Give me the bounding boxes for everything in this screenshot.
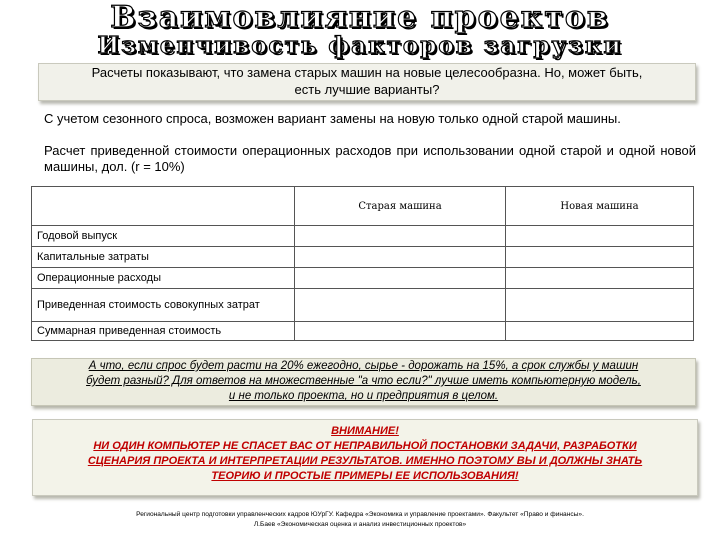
table-header-old-machine: Старая машина xyxy=(295,187,506,226)
row-label-total-present-value: Суммарная приведенная стоимость xyxy=(32,322,295,341)
what-if-box xyxy=(31,358,696,406)
cost-table xyxy=(31,186,694,341)
intro-line-1: Расчеты показывают, что замена старых машин на новые целесообразна. Но, может быть, xyxy=(91,65,643,80)
warning-line-3: ТЕОРИЮ И ПРОСТЫЕ ПРИМЕРЫ ЕЕ ИСПОЛЬЗОВАНИЯ! xyxy=(211,470,519,482)
footer xyxy=(0,510,720,530)
table-cell xyxy=(506,226,694,247)
warning-line-2: СЦЕНАРИЯ ПРОЕКТА И ИНТЕРПРЕТАЦИИ РЕЗУЛЬТАТОВ. ИМЕННО ПОЭТОМУ ВЫ И ДОЛЖНЫ ЗНАТЬ xyxy=(87,455,643,467)
what-if-line-2: будет разный? Для ответов на множественные "а что если?" лучше иметь компьютерную модель, xyxy=(86,375,641,387)
table-header-new-machine: Новая машина xyxy=(506,187,694,226)
footer-line-2: Л.Баев «Экономическая оценка и анализ инвестиционных проектов» xyxy=(253,521,467,528)
table-row xyxy=(32,289,694,322)
row-label-capital-costs: Капитальные затраты xyxy=(32,247,295,268)
what-if-line-3: и не только проекта, но и предприятия в целом. xyxy=(228,390,499,402)
table-cell xyxy=(295,226,506,247)
intro-box xyxy=(38,63,696,101)
footer-line-1: Региональный центр подготовки управленческих кадров ЮУрГУ. Кафедра «Экономика и управление проектами». Факультет «Право и финансы». xyxy=(136,511,584,518)
table-header-row xyxy=(32,187,694,226)
table-cell xyxy=(295,289,506,322)
table-row xyxy=(32,247,694,268)
table-cell xyxy=(506,289,694,322)
table-cell xyxy=(295,322,506,341)
table-cell xyxy=(506,268,694,289)
table-row xyxy=(32,322,694,341)
what-if-line-1: А что, если спрос будет расти на 20% ежегодно, сырье - дорожать на 15%, а срок службы у машин xyxy=(88,360,639,372)
table-cell xyxy=(295,268,506,289)
table-row xyxy=(32,226,694,247)
row-label-annual-output: Годовой выпуск xyxy=(32,226,295,247)
table-cell xyxy=(506,322,694,341)
warning-box xyxy=(32,419,698,496)
table-row xyxy=(32,268,694,289)
slide-title: Взаимовлияние проектов xyxy=(110,0,610,35)
slide-subtitle: Изменчивость факторов загрузки xyxy=(97,32,623,59)
warning-line-1: НИ ОДИН КОМПЬЮТЕР НЕ СПАСЕТ ВАС ОТ НЕПРАВИЛЬНОЙ ПОСТАНОВКИ ЗАДАЧИ, РАЗРАБОТКИ xyxy=(93,440,637,452)
intro-line-2: есть лучшие варианты? xyxy=(294,82,440,97)
paragraph-calculation: Расчет приведенной стоимости операционных расходов при использовании одной старой и одной новой машины, дол. (r = 10%) xyxy=(44,143,696,174)
row-label-present-value-total: Приведенная стоимость совокупных затрат xyxy=(32,289,295,322)
row-label-operating-costs: Операционные расходы xyxy=(32,268,295,289)
table-cell xyxy=(506,247,694,268)
table-cell xyxy=(295,247,506,268)
paragraph-seasonal-demand: С учетом сезонного спроса, возможен вариант замены на новую только одной старой машины. xyxy=(44,111,621,126)
table-header-empty xyxy=(32,187,295,226)
warning-heading: ВНИМАНИЕ! xyxy=(331,425,399,437)
